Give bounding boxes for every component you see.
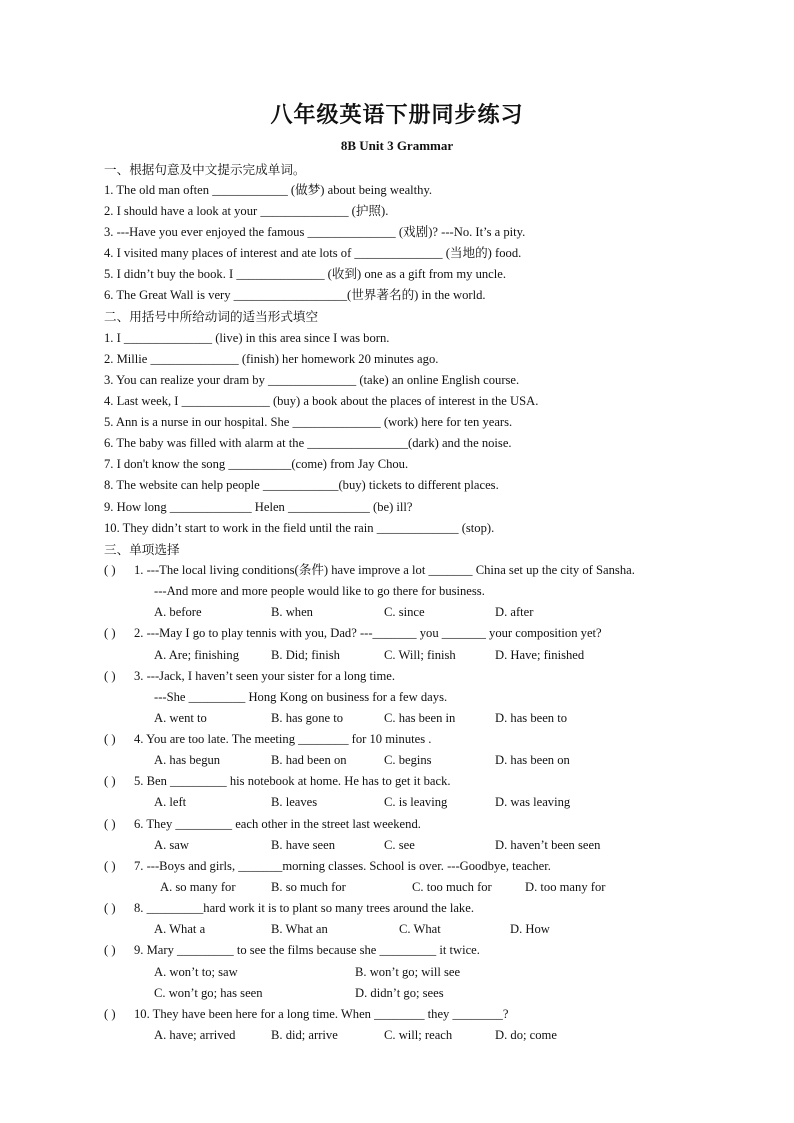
mc-question-6: 6. They _________ each other in the street last weekend. [134,817,421,831]
mc-option: A. saw [154,838,189,852]
mc-option: D. haven’t been seen [495,838,601,852]
s2-item-1: 1. I ______________ (live) in this area since I was born. [104,331,390,345]
mc-option: C. is leaving [384,795,448,809]
mc-question-5: 5. Ben _________ his notebook at home. He has to get it back. [134,774,451,788]
s2-item-6: 6. The baby was filled with alarm at the ________________(dark) and the noise. [104,436,512,450]
page-title: 八年级英语下册同步练习 [270,103,524,128]
s2-item-10: 10. They didn’t start to work in the field until the rain _____________ (stop). [104,521,495,535]
mc-option: D. How [510,922,550,936]
mc-option: C. won’t go; has seen [154,986,263,1000]
answer-paren: ( ) [104,669,116,683]
mc-question-10: 10. They have been here for a long time. When ________ they ________? [134,1007,509,1021]
section-heading-3: 三、单项选择 [104,542,180,557]
answer-paren: ( ) [104,817,116,831]
mc-option: A. went to [154,711,207,725]
s2-item-8: 8. The website can help people ____________(buy) tickets to different places. [104,478,499,492]
mc-option: C. since [384,605,425,619]
s1-item-4: 4. I visited many places of interest and ate lots of ______________ (当地的) food. [104,246,522,260]
mc-option: A. won’t to; saw [154,965,238,979]
s1-item-3: 3. ---Have you ever enjoyed the famous ______________ (戏剧)? ---No. It’s a pity. [104,225,526,239]
mc-question-3: 3. ---Jack, I haven’t seen your sister for a long time. [134,669,396,683]
mc-option: A. so many for [160,880,236,894]
mc-question-1-line2: ---And more and more people would like to go there for business. [154,584,485,598]
answer-paren: ( ) [104,1007,116,1021]
s2-item-5: 5. Ann is a nurse in our hospital. She ______________ (work) here for ten years. [104,415,513,429]
mc-option: B. Did; finish [271,648,340,662]
mc-option: C. Will; finish [384,648,456,662]
mc-option: D. do; come [495,1028,557,1042]
mc-option: B. had been on [271,753,347,767]
mc-option: C. too much for [412,880,492,894]
mc-option: A. have; arrived [154,1028,236,1042]
mc-question-7: 7. ---Boys and girls, _______morning classes. School is over. ---Goodbye, teacher. [134,859,551,873]
section-heading-2: 二、用括号中所给动词的适当形式填空 [104,309,319,324]
mc-option: D. has been on [495,753,570,767]
mc-option: C. will; reach [384,1028,453,1042]
mc-option: A. has begun [154,753,221,767]
mc-option: B. has gone to [271,711,344,725]
mc-question-4: 4. You are too late. The meeting ________ for 10 minutes . [134,732,432,746]
s1-item-6: 6. The Great Wall is very __________________(世界著名的) in the world. [104,288,486,302]
mc-option: B. when [271,605,313,619]
mc-option: D. after [495,605,534,619]
mc-option: A. left [154,795,187,809]
s1-item-5: 5. I didn’t buy the book. I ______________ (收到) one as a gift from my uncle. [104,267,507,281]
s2-item-4: 4. Last week, I ______________ (buy) a book about the places of interest in the USA. [104,394,539,408]
answer-paren: ( ) [104,901,116,915]
mc-option: C. has been in [384,711,456,725]
mc-option: C. What [399,922,441,936]
mc-question-2: 2. ---May I go to play tennis with you, Dad? ---_______ you _______ your composition yet? [134,626,602,640]
mc-option: D. Have; finished [495,648,585,662]
mc-option: B. did; arrive [271,1028,338,1042]
mc-option: B. leaves [271,795,318,809]
answer-paren: ( ) [104,732,116,746]
s2-item-3: 3. You can realize your dram by ______________ (take) an online English course. [104,373,520,387]
mc-option: D. was leaving [495,795,571,809]
mc-question-9: 9. Mary _________ to see the films because she _________ it twice. [134,943,480,957]
s2-item-9: 9. How long _____________ Helen _____________ (be) ill? [104,500,413,514]
answer-paren: ( ) [104,859,116,873]
answer-paren: ( ) [104,563,116,577]
mc-option: D. has been to [495,711,568,725]
s2-item-2: 2. Millie ______________ (finish) her homework 20 minutes ago. [104,352,439,366]
mc-option: B. won’t go; will see [355,965,461,979]
s1-item-1: 1. The old man often ____________ (做梦) about being wealthy. [104,183,433,197]
mc-option: B. What an [271,922,328,936]
page-subtitle: 8B Unit 3 Grammar [340,138,454,153]
answer-paren: ( ) [104,774,116,788]
answer-paren: ( ) [104,626,116,640]
mc-option: B. so much for [271,880,346,894]
s1-item-2: 2. I should have a look at your ______________ (护照). [104,204,389,218]
mc-option: A. Are; finishing [154,648,240,662]
mc-question-8: 8. _________hard work it is to plant so many trees around the lake. [134,901,474,915]
s2-item-7: 7. I don't know the song __________(come) from Jay Chou. [104,457,409,471]
mc-option: A. What a [154,922,206,936]
mc-option: D. didn’t go; sees [355,986,444,1000]
mc-option: D. too many for [525,880,606,894]
mc-option: C. begins [384,753,432,767]
mc-question-3-line2: ---She _________ Hong Kong on business for a few days. [154,690,448,704]
mc-option: C. see [384,838,415,852]
mc-question-1: 1. ---The local living conditions(条件) have improve a lot _______ China set up the city of Sansha. [134,563,635,577]
mc-option: A. before [154,605,202,619]
mc-option: B. have seen [271,838,335,852]
answer-paren: ( ) [104,943,116,957]
section-heading-1: 一、根据句意及中文提示完成单词。 [104,162,306,177]
